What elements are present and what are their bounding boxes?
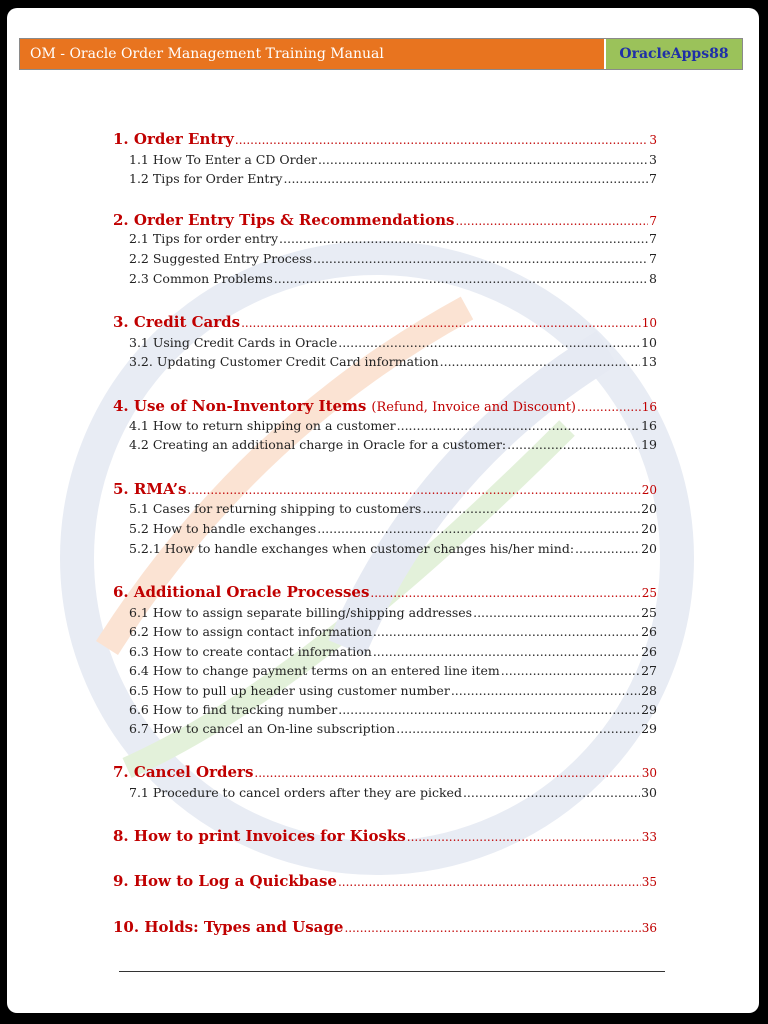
toc-page-number: 16 — [641, 418, 657, 433]
toc-section-entry[interactable] — [113, 583, 657, 601]
toc-entry-label: 5.2 How to handle exchanges — [129, 521, 317, 536]
footer-rule — [119, 971, 665, 972]
toc-leader-dots — [577, 400, 641, 414]
toc-leader-dots — [397, 418, 640, 433]
toc-section-entry[interactable] — [113, 211, 657, 229]
toc-leader-dots — [463, 785, 640, 800]
toc-page-number: 20 — [641, 483, 657, 497]
toc-subsection-entry[interactable] — [113, 605, 657, 620]
toc-entry-label: 1. Order Entry — [113, 130, 234, 148]
toc-leader-dots — [317, 521, 640, 536]
toc-leader-dots — [187, 483, 640, 497]
toc-leader-dots — [507, 437, 640, 452]
toc-subsection-entry[interactable] — [113, 683, 657, 698]
toc-entry-label: 7.1 Procedure to cancel orders after they are picked — [129, 785, 462, 800]
toc-page-number: 25 — [641, 586, 657, 600]
toc-section-entry[interactable] — [113, 313, 657, 331]
toc-page-number: 26 — [641, 644, 657, 659]
toc-section-entry[interactable] — [113, 872, 657, 890]
toc-entry-label: 2. Order Entry Tips & Recommendations — [113, 211, 455, 229]
toc-entry-label: 1.2 Tips for Order Entry — [129, 171, 283, 186]
toc-page-number: 27 — [641, 663, 657, 678]
toc-entry-label: 3.2. Updating Customer Credit Card information — [129, 354, 439, 369]
toc-page-number: 13 — [641, 354, 657, 369]
toc-page-number: 8 — [649, 271, 657, 286]
toc-leader-dots — [396, 721, 640, 736]
toc-entry-label: 6.3 How to create contact information — [129, 644, 372, 659]
toc-page-number: 20 — [641, 521, 657, 536]
toc-entry-label: 2.3 Common Problems — [129, 271, 273, 286]
toc-entry-note: (Refund, Invoice and Discount) — [371, 400, 576, 415]
toc-leader-dots — [407, 830, 641, 844]
toc-subsection-entry[interactable] — [113, 418, 657, 433]
toc-leader-dots — [373, 644, 640, 659]
toc-leader-dots — [284, 171, 649, 186]
page-header — [19, 38, 743, 70]
toc-page-number: 10 — [641, 335, 657, 350]
toc-entry-label: 3.1 Using Credit Cards in Oracle — [129, 335, 338, 350]
toc-entry-label: 1.1 How To Enter a CD Order — [129, 152, 317, 167]
toc-leader-dots — [440, 354, 640, 369]
toc-entry-label: 5.1 Cases for returning shipping to customers — [129, 501, 422, 516]
toc-subsection-entry[interactable] — [113, 501, 657, 516]
toc-page-number: 25 — [641, 605, 657, 620]
toc-section-entry[interactable] — [113, 130, 657, 148]
toc-entry-label: 9. How to Log a Quickbase — [113, 872, 337, 890]
toc-leader-dots — [373, 624, 640, 639]
toc-page-number: 30 — [641, 785, 657, 800]
toc-entry-label: 10. Holds: Types and Usage — [113, 918, 344, 936]
toc-entry-label: 4.1 How to return shipping on a customer — [129, 418, 396, 433]
toc-leader-dots — [338, 335, 640, 350]
toc-subsection-entry[interactable] — [113, 171, 657, 186]
toc-page-number: 28 — [641, 683, 657, 698]
toc-subsection-entry[interactable] — [113, 721, 657, 736]
toc-page-number: 16 — [641, 400, 657, 414]
toc-subsection-entry[interactable] — [113, 271, 657, 286]
header-brand: OracleApps88 — [606, 39, 742, 69]
toc-subsection-entry[interactable] — [113, 251, 657, 266]
toc-page-number: 7 — [649, 231, 657, 246]
toc-entry-label: 6.6 How to find tracking number — [129, 702, 338, 717]
toc-page-number: 3 — [649, 152, 657, 167]
toc-leader-dots — [338, 702, 640, 717]
toc-entry-label: 2.2 Suggested Entry Process — [129, 251, 313, 266]
header-title: OM - Oracle Order Management Training Manual — [20, 39, 606, 69]
toc-entry-label: 2.1 Tips for order entry — [129, 231, 279, 246]
toc-page-number: 20 — [641, 541, 657, 556]
toc-leader-dots — [422, 501, 640, 516]
toc-entry-label: 6. Additional Oracle Processes — [113, 583, 370, 601]
toc-section-entry[interactable] — [113, 480, 657, 498]
toc-leader-dots — [274, 271, 648, 286]
toc-page-number: 29 — [641, 721, 657, 736]
toc-leader-dots — [313, 251, 648, 266]
toc-subsection-entry[interactable] — [113, 785, 657, 800]
toc-leader-dots — [241, 316, 641, 330]
toc-subsection-entry[interactable] — [113, 437, 657, 452]
toc-subsection-entry[interactable] — [113, 702, 657, 717]
toc-page-number: 7 — [649, 251, 657, 266]
toc-leader-dots — [254, 766, 640, 780]
toc-subsection-entry[interactable] — [113, 354, 657, 369]
toc-section-entry[interactable] — [113, 918, 657, 936]
toc-leader-dots — [473, 605, 640, 620]
toc-entry-label: 6.7 How to cancel an On-line subscription — [129, 721, 396, 736]
toc-page-number: 19 — [641, 437, 657, 452]
toc-entry-label: 3. Credit Cards — [113, 313, 241, 331]
toc-page-number: 26 — [641, 624, 657, 639]
toc-subsection-entry[interactable] — [113, 521, 657, 536]
toc-entry-label: 6.2 How to assign contact information — [129, 624, 372, 639]
toc-subsection-entry[interactable] — [113, 663, 657, 678]
toc-leader-dots — [318, 152, 648, 167]
toc-subsection-entry[interactable] — [113, 624, 657, 639]
toc-subsection-entry[interactable] — [113, 644, 657, 659]
toc-subsection-entry[interactable] — [113, 152, 657, 167]
toc-subsection-entry[interactable] — [113, 231, 657, 246]
toc-page-number: 3 — [649, 133, 657, 147]
toc-entry-label: 6.1 How to assign separate billing/shipping addresses — [129, 605, 473, 620]
toc-page-number: 36 — [641, 921, 657, 935]
toc-leader-dots — [279, 231, 648, 246]
toc-page-number: 33 — [641, 830, 657, 844]
toc-page-number: 10 — [641, 316, 657, 330]
toc-entry-label: 5. RMA’s — [113, 480, 187, 498]
toc-leader-dots — [235, 133, 648, 147]
toc-leader-dots — [338, 875, 641, 889]
toc-entry-label: 4. Use of Non-Inventory Items — [113, 397, 367, 415]
toc-entry-label: 4.2 Creating an additional charge in Oracle for a customer: — [129, 437, 507, 452]
toc-page-number: 20 — [641, 501, 657, 516]
toc-section-entry[interactable] — [113, 763, 657, 781]
toc-leader-dots — [575, 541, 640, 556]
toc-leader-dots — [501, 663, 640, 678]
toc-entry-label: 6.4 How to change payment terms on an entered line item — [129, 663, 500, 678]
toc-entry-label: 8. How to print Invoices for Kiosks — [113, 827, 406, 845]
toc-leader-dots — [451, 683, 640, 698]
toc-subsection-entry[interactable] — [113, 541, 657, 556]
toc-leader-dots — [370, 586, 640, 600]
toc-entry-label: 6.5 How to pull up header using customer number — [129, 683, 450, 698]
toc-page-number: 7 — [649, 171, 657, 186]
toc-page-number: 7 — [649, 214, 657, 228]
toc-entry-label: 7. Cancel Orders — [113, 763, 254, 781]
toc-entry-label: 5.2.1 How to handle exchanges when customer changes his/her mind: — [129, 541, 575, 556]
toc-page-number: 35 — [641, 875, 657, 889]
toc-leader-dots — [344, 921, 640, 935]
document-page — [7, 8, 759, 1013]
toc-page-number: 29 — [641, 702, 657, 717]
toc-section-entry[interactable] — [113, 397, 657, 415]
toc-leader-dots — [455, 214, 648, 228]
toc-page-number: 30 — [641, 766, 657, 780]
toc-section-entry[interactable] — [113, 827, 657, 845]
toc-subsection-entry[interactable] — [113, 335, 657, 350]
